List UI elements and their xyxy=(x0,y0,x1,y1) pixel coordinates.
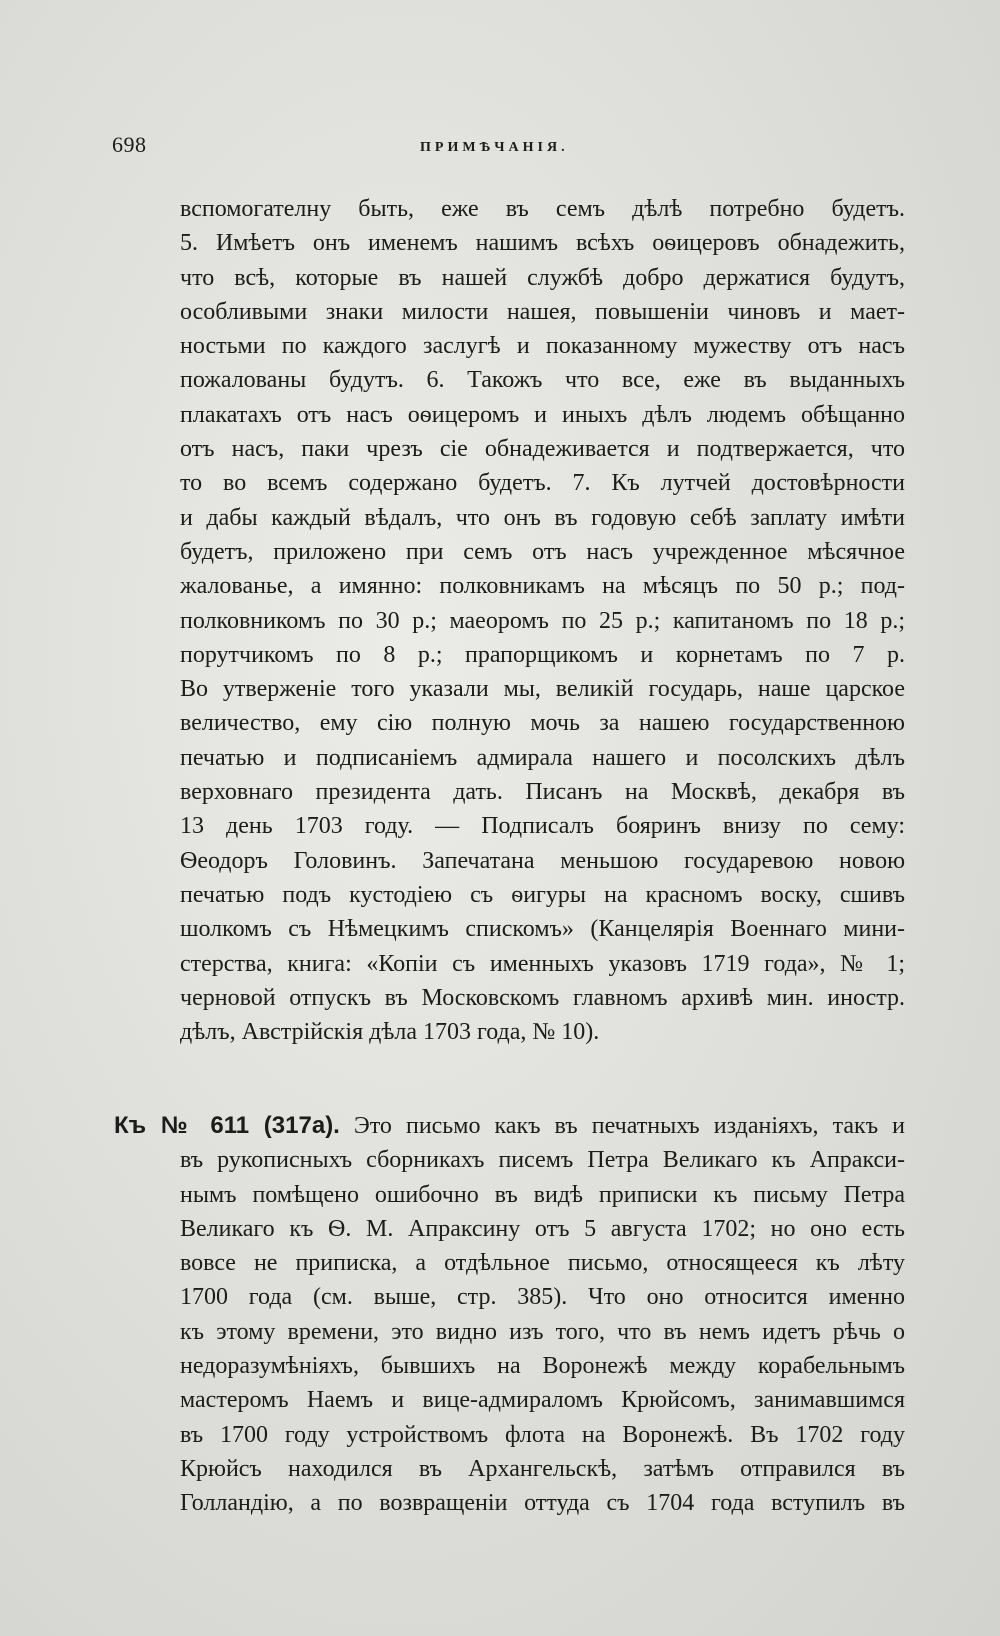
text-line: будетъ, приложено при семъ отъ насъ учрежденное мѣсячное xyxy=(180,538,905,565)
text-line: полковникомъ по 30 р.; маеоромъ по 25 р.; капитаномъ по 18 р.; xyxy=(180,607,905,634)
text-line: ностьми по каждого заслугѣ и показанному мужеству отъ насъ xyxy=(180,333,905,360)
note-line: вовсе не приписка, а отдѣльное письмо, относящееся къ лѣту xyxy=(180,1250,905,1277)
running-title: ПРИМѢЧАНІЯ. xyxy=(420,140,569,155)
note-line: Голландію, а по возвращеніи оттуда съ 1704 года вступилъ въ xyxy=(180,1490,905,1517)
note-line: недоразумѣніяхъ, бывшихъ на Воронежѣ между корабельнымъ xyxy=(180,1353,905,1380)
text-line: стерства, книга: «Копіи съ именныхъ указовъ 1719 года», № 1; xyxy=(180,950,905,977)
note-first-line xyxy=(114,1109,905,1143)
page-header xyxy=(112,132,912,162)
note-line: въ 1700 году устройствомъ флота на Воронежѣ. Въ 1702 году xyxy=(180,1421,905,1448)
note-first-line-text: Это письмо какъ въ печатныхъ изданіяхъ, такъ и xyxy=(353,1113,905,1139)
note-line: 1700 года (см. выше, стр. 385). Что оно относится именно xyxy=(180,1284,905,1311)
note-line: Крюйсъ находился въ Архангельскѣ, затѣмъ отправился въ xyxy=(180,1455,905,1482)
text-line: порутчикомъ по 8 р.; прапорщикомъ и корнетамъ по 7 р. xyxy=(180,641,905,668)
text-line: дѣлъ, Австрійскія дѣла 1703 года, № 10). xyxy=(180,1019,600,1046)
note-line: къ этому времени, это видно изъ того, что въ немъ идетъ рѣчь о xyxy=(180,1318,905,1345)
text-line: жалованье, а имянно: полковникамъ на мѣсяцъ по 50 р.; под- xyxy=(180,573,905,600)
text-line: и дабы каждый вѣдалъ, что онъ въ годовую себѣ заплату имѣти xyxy=(180,504,905,531)
text-line: верховнаго президента дать. Писанъ на Москвѣ, декабря въ xyxy=(180,779,905,806)
text-line: Ѳеодоръ Головинъ. Запечатана меньшою государевою новою xyxy=(180,847,905,874)
text-line: плакатахъ отъ насъ оѳицеромъ и иныхъ дѣлъ людемъ обѣщанно xyxy=(180,401,905,428)
text-line: 13 день 1703 году. — Подписалъ бояринъ внизу по сему: xyxy=(180,813,905,840)
text-line: пожалованы будутъ. 6. Такожъ что все, еже въ выданныхъ xyxy=(180,367,905,394)
note-line: Великаго къ Ѳ. М. Апраксину отъ 5 августа 1702; но оно есть xyxy=(180,1215,905,1242)
note-label: Къ № 611 (317а). xyxy=(114,1112,340,1139)
text-line: 5. Имѣетъ онъ именемъ нашимъ всѣхъ оѳицеровъ обнадежить, xyxy=(180,230,905,257)
text-line: печатью подъ кустодіею съ ѳигуры на красномъ воску, сшивъ xyxy=(180,881,905,908)
note-line: въ рукописныхъ сборникахъ писемъ Петра Великаго къ Апракси- xyxy=(180,1147,905,1174)
note-entry xyxy=(114,1109,905,1521)
text-line: шолкомъ съ Нѣмецкимъ спискомъ» (Канцелярія Военнаго мини- xyxy=(180,916,905,943)
main-text-block xyxy=(180,192,905,1049)
text-line: Во утверженіе того указали мы, великій государь, наше царское xyxy=(180,676,905,703)
text-line: вспомогателну быть, еже въ семъ дѣлѣ потребно будетъ. xyxy=(180,196,905,222)
text-line: особливыми знаки милости нашея, повышеніи чиновъ и мает- xyxy=(180,298,905,325)
text-line: черновой отпускъ въ Московскомъ главномъ архивѣ мин. иностр. xyxy=(180,984,905,1011)
note-line: мастеромъ Наемъ и вице-адмираломъ Крюйсомъ, занимавшимся xyxy=(180,1387,905,1414)
text-line: то во всемъ содержано будетъ. 7. Къ лутчей достовѣрности xyxy=(180,470,905,497)
page-number: 698 xyxy=(112,132,147,157)
text-line: печатью и подписаніемъ адмирала нашего и посолскихъ дѣлъ xyxy=(180,744,905,771)
note-line: нымъ помѣщено ошибочно въ видѣ приписки къ письму Петра xyxy=(180,1181,905,1208)
text-line: отъ насъ, паки чрезъ сіе обнадеживается и подтвержается, что xyxy=(180,436,905,463)
text-line: что всѣ, которые въ нашей службѣ добро держатися будутъ, xyxy=(180,264,905,291)
text-line: величество, ему сію полную мочь за нашею государственною xyxy=(180,710,905,737)
